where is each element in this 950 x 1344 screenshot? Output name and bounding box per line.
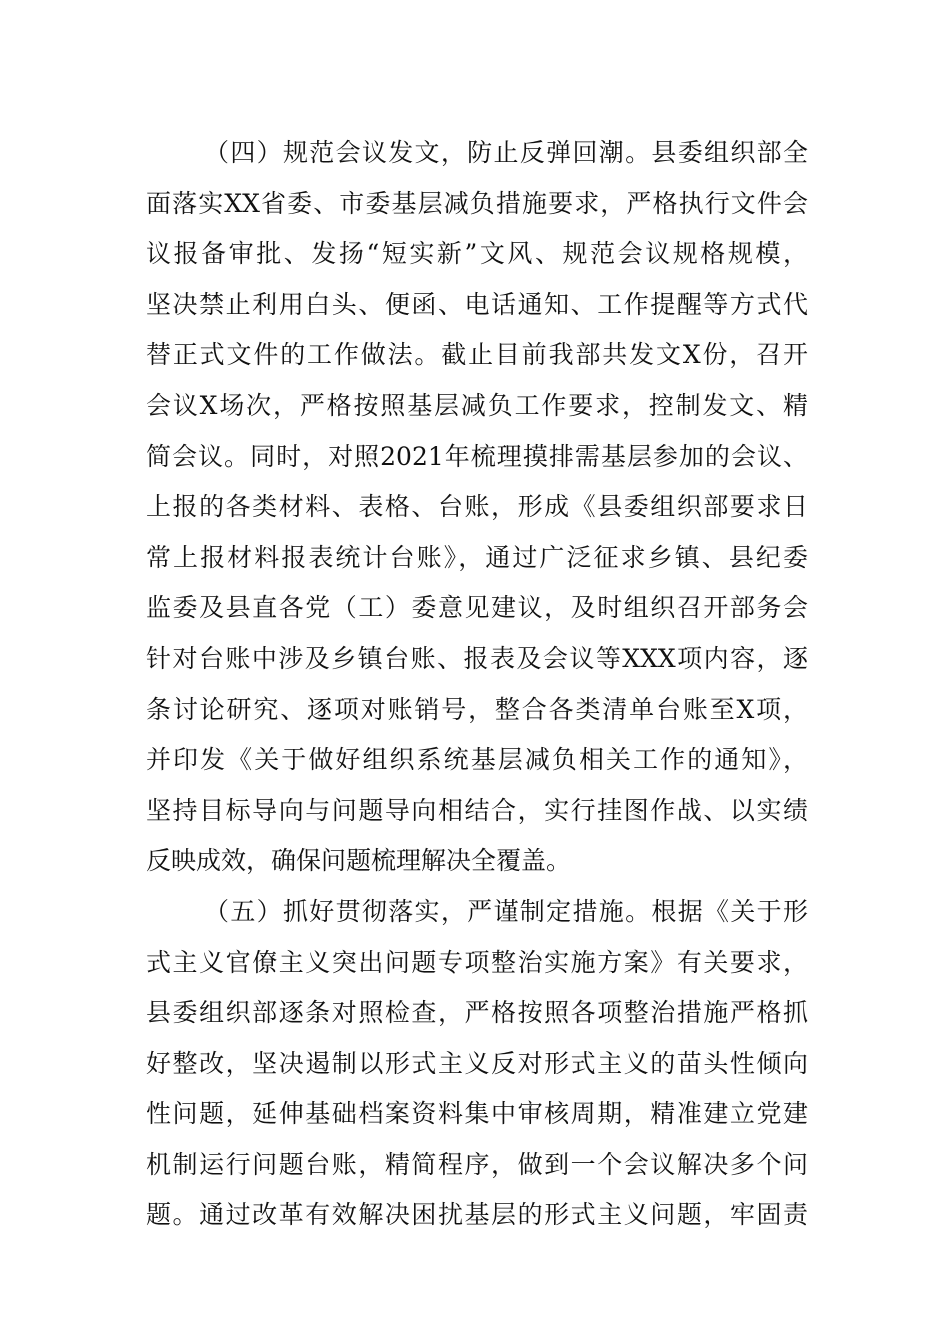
paragraph-5-line-7: 题。通过改革有效解决困扰基层的形式主义问题，牢固责 bbox=[146, 1200, 808, 1230]
paragraph-4-line-5: 替正式文件的工作做法。截止目前我部共发文X份，召开 bbox=[146, 340, 808, 370]
paragraph-4-line-6: 会议X场次，严格按照基层减负工作要求，控制发文、精 bbox=[146, 390, 808, 420]
paragraph-5-line-3: 县委组织部逐条对照检查，严格按照各项整治措施严格抓 bbox=[146, 998, 808, 1028]
paragraph-4-line-15: 反映成效，确保问题梳理解决全覆盖。 bbox=[146, 846, 572, 876]
paragraph-5-line-4: 好整改，坚决遏制以形式主义反对形式主义的苗头性倾向 bbox=[146, 1048, 808, 1078]
paragraph-4-line-12: 条讨论研究、逐项对账销号，整合各类清单台账至X项， bbox=[146, 694, 808, 724]
paragraph-4-line-8: 上报的各类材料、表格、台账，形成《县委组织部要求日 bbox=[146, 492, 808, 522]
paragraph-5-line-5: 性问题，延伸基础档案资料集中审核周期，精准建立党建 bbox=[146, 1099, 808, 1129]
paragraph-4-line-10: 监委及县直各党（工）委意见建议，及时组织召开部务会 bbox=[146, 593, 808, 623]
paragraph-4-line-14: 坚持目标导向与问题导向相结合，实行挂图作战、以实绩 bbox=[146, 795, 808, 825]
paragraph-4-line-9: 常上报材料报表统计台账》，通过广泛征求乡镇、县纪委 bbox=[146, 542, 808, 572]
paragraph-4-line-3: 议报备审批、发扬“短实新”文风、规范会议规格规模， bbox=[146, 239, 808, 269]
paragraph-4-line-1: （四）规范会议发文，防止反弹回潮。县委组织部全 bbox=[204, 138, 808, 167]
paragraph-5-line-2: 式主义官僚主义突出问题专项整治实施方案》有关要求， bbox=[146, 947, 808, 977]
paragraph-5-line-1: （五）抓好贯彻落实，严谨制定措施。根据《关于形 bbox=[204, 896, 808, 926]
paragraph-4-line-11: 针对台账中涉及乡镇台账、报表及会议等XXX项内容，逐 bbox=[146, 643, 808, 673]
paragraph-4-line-7: 简会议。同时，对照2021年梳理摸排需基层参加的会议、 bbox=[146, 441, 808, 471]
paragraph-4-line-13: 并印发《关于做好组织系统基层减负相关工作的通知》， bbox=[146, 745, 808, 775]
paragraph-4-line-4: 坚决禁止利用白头、便函、电话通知、工作提醒等方式代 bbox=[146, 289, 808, 319]
document-body bbox=[146, 128, 808, 1241]
paragraph-4-line-2: 面落实XX省委、市委基层减负措施要求，严格执行文件会 bbox=[146, 188, 808, 218]
paragraph-5-line-6: 机制运行问题台账，精简程序，做到一个会议解决多个问 bbox=[146, 1149, 808, 1179]
